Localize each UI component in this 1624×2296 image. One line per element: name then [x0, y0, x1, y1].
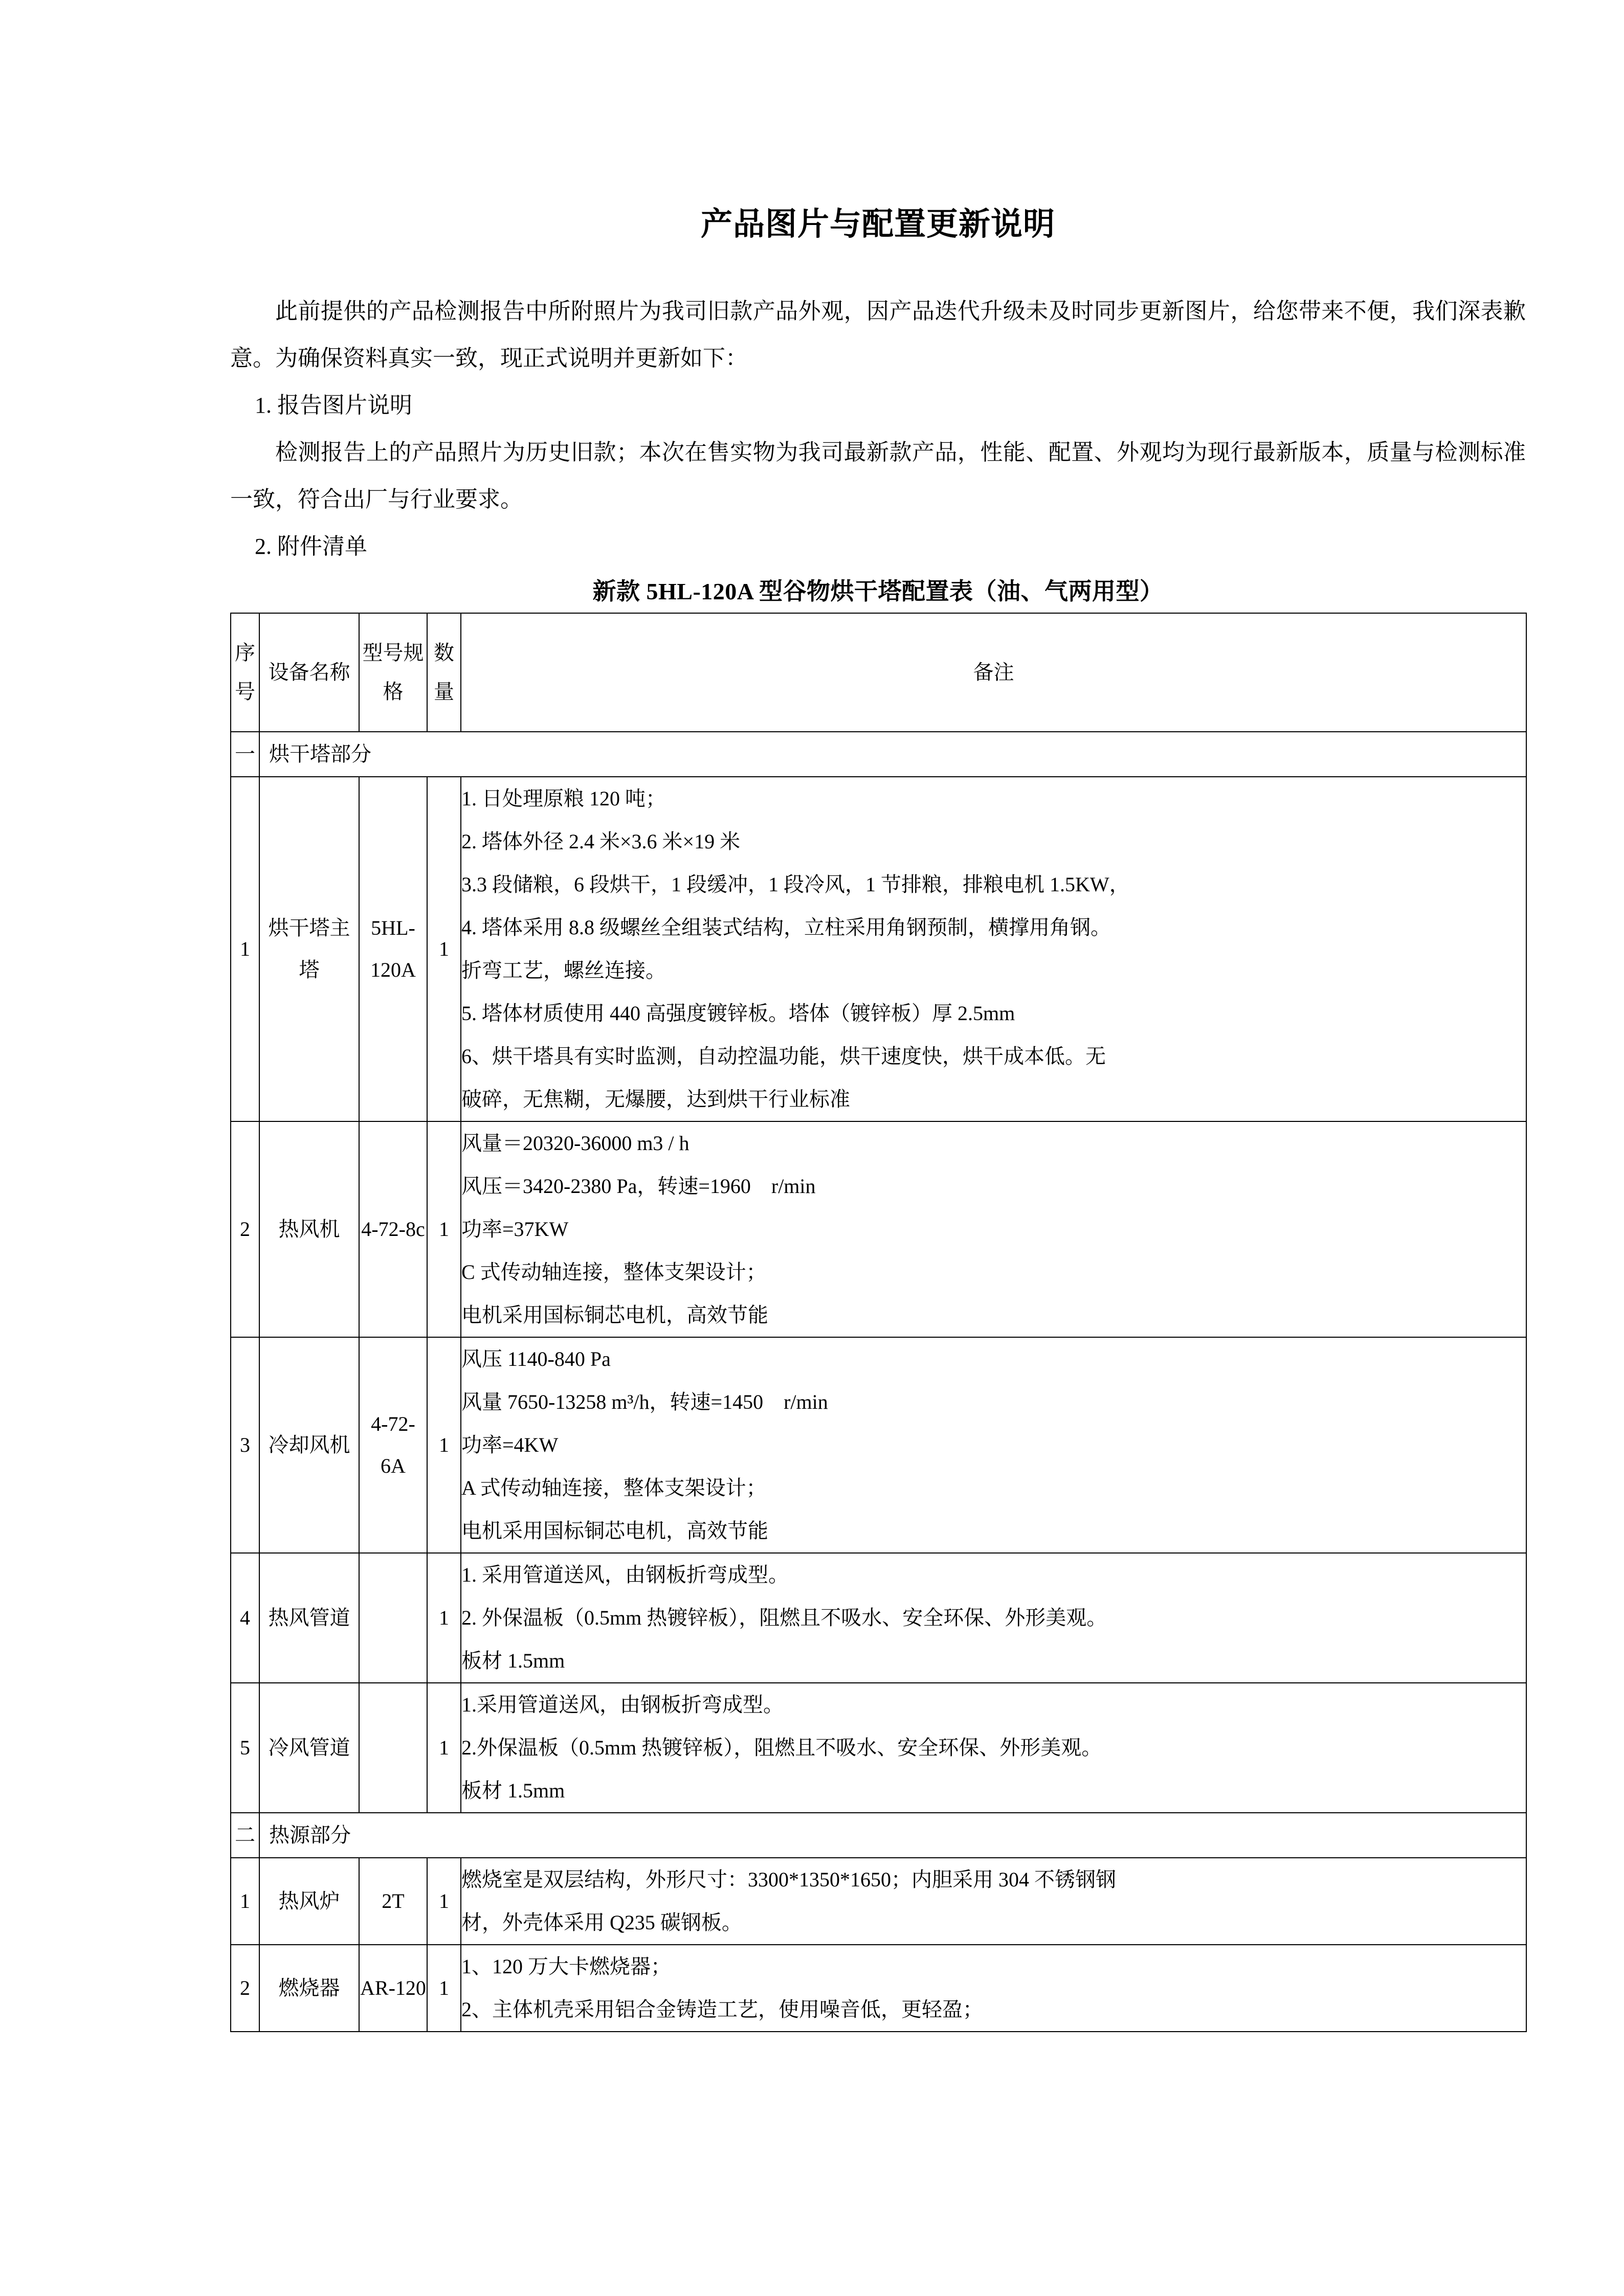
row-model: AR-120 — [359, 1945, 427, 2032]
table-row — [231, 1858, 1526, 1945]
page-title: 产品图片与配置更新说明 — [700, 207, 1055, 242]
note-line: 1. 日处理原粮 120 吨； — [461, 787, 666, 811]
config-table-title: 新款 5HL-120A 型谷物烘干塔配置表（油、气两用型） — [592, 578, 1164, 605]
row-model — [359, 1553, 427, 1683]
header-quantity — [427, 613, 461, 732]
row-model: 4-72-8c — [359, 1121, 427, 1337]
row-model: 4-72-6A — [359, 1337, 427, 1553]
row-quantity: 1 — [427, 1945, 461, 2032]
section-1-body: 检测报告上的产品照片为历史旧款；本次在售实物为我司最新款产品，性能、配置、外观均为现行最新版本，质量与检测标准一致，符合出厂与行业要求。 — [230, 440, 1526, 512]
note-line: 电机采用国标铜芯电机，高效节能 — [461, 1519, 768, 1543]
note-line: C 式传动轴连接，整体支架设计； — [461, 1260, 767, 1284]
note-line: 5. 塔体材质使用 440 高强度镀锌板。塔体（镀锌板）厚 2.5mm — [461, 1002, 1015, 1025]
row-device-name: 热风机 — [259, 1121, 359, 1337]
note-line: 6、烘干塔具有实时监测，自动控温功能，烘干速度快，烘干成本低。无 — [461, 1045, 1106, 1068]
row-seq: 5 — [231, 1683, 259, 1813]
table-row — [231, 1945, 1526, 2032]
row-device-name: 冷却风机 — [259, 1337, 359, 1553]
section-2-label: 二 — [231, 1813, 259, 1858]
note-line: 板材 1.5mm — [461, 1779, 565, 1803]
row-note — [461, 1337, 1526, 1553]
section-row-1 — [231, 732, 1526, 777]
row-seq: 1 — [231, 777, 259, 1121]
row-device-name — [259, 777, 359, 1121]
document-content — [230, 0, 1526, 2032]
row-quantity: 1 — [427, 1121, 461, 1337]
section-1-label: 一 — [231, 732, 259, 777]
row-model: 2T — [359, 1858, 427, 1945]
table-row — [231, 1683, 1526, 1813]
header-seq-line1: 序 — [235, 641, 255, 665]
note-line: 2. 塔体外径 2.4 米×3.6 米×19 米 — [461, 830, 741, 853]
section-2-name: 热源部分 — [259, 1813, 1526, 1858]
note-line: 材，外壳体采用 Q235 碳钢板。 — [461, 1911, 742, 1934]
note-line: 风量 7650-13258 m³/h，转速=1450 r/min — [461, 1390, 828, 1414]
row-note — [461, 1683, 1526, 1813]
row-seq: 4 — [231, 1553, 259, 1683]
note-line: 3.3 段储粮，6 段烘干，1 段缓冲，1 段冷风，1 节排粮，排粮电机 1.5KW， — [461, 873, 1130, 896]
table-row — [231, 1121, 1526, 1337]
row-quantity: 1 — [427, 1683, 461, 1813]
section-2-heading: 2. 附件清单 — [255, 534, 367, 559]
note-line: 功率=37KW — [461, 1218, 569, 1241]
row-seq: 2 — [231, 1121, 259, 1337]
config-table — [230, 613, 1527, 2032]
row-model: 5HL-120A — [359, 777, 427, 1121]
header-model — [359, 613, 427, 732]
row-device-name: 热风管道 — [259, 1553, 359, 1683]
header-seq-line2: 号 — [235, 680, 255, 704]
note-line: 电机采用国标铜芯电机，高效节能 — [461, 1303, 768, 1327]
section-1-heading: 1. 报告图片说明 — [255, 393, 412, 418]
row-note — [461, 1858, 1526, 1945]
row-device-name: 燃烧器 — [259, 1945, 359, 2032]
row-seq: 2 — [231, 1945, 259, 2032]
note-line: 风压 1140-840 Pa — [461, 1347, 611, 1371]
row-note — [461, 1553, 1526, 1683]
row-device-name-line1: 烘干塔主 — [268, 916, 350, 940]
note-line: 功率=4KW — [461, 1433, 559, 1457]
table-row — [231, 1337, 1526, 1553]
header-device-name: 设备名称 — [259, 613, 359, 732]
row-seq: 3 — [231, 1337, 259, 1553]
row-device-name: 热风炉 — [259, 1858, 359, 1945]
row-device-name-line2: 塔 — [299, 958, 320, 982]
note-line: 破碎，无焦糊，无爆腰，达到烘干行业标准 — [461, 1088, 850, 1111]
row-quantity: 1 — [427, 1553, 461, 1683]
row-note — [461, 1121, 1526, 1337]
intro-paragraph: 此前提供的产品检测报告中所附照片为我司旧款产品外观，因产品迭代升级未及时同步更新图片，给您带来不便，我们深表歉意。为确保资料真实一致，现正式说明并更新如下： — [230, 299, 1526, 371]
note-line: 2. 外保温板（0.5mm 热镀锌板），阻燃且不吸水、安全环保、外形美观。 — [461, 1606, 1107, 1630]
note-line: 折弯工艺，螺丝连接。 — [461, 959, 666, 982]
row-note — [461, 1945, 1526, 2032]
note-line: 板材 1.5mm — [461, 1649, 565, 1673]
note-line: A 式传动轴连接，整体支架设计； — [461, 1476, 767, 1500]
section-row-2 — [231, 1813, 1526, 1858]
header-qty-line1: 数 — [434, 641, 454, 665]
header-qty-line2: 量 — [434, 680, 454, 704]
note-line: 1. 采用管道送风，由钢板折弯成型。 — [461, 1563, 789, 1587]
table-header-row — [231, 613, 1526, 732]
note-line: 风量＝20320-36000 m3 / h — [461, 1132, 689, 1155]
note-line: 2、主体机壳采用铝合金铸造工艺，使用噪音低，更轻盈； — [461, 1998, 983, 2021]
row-model — [359, 1683, 427, 1813]
note-line: 1、120 万大卡燃烧器； — [461, 1955, 671, 1978]
header-seq — [231, 613, 259, 732]
note-line: 2.外保温板（0.5mm 热镀锌板），阻燃且不吸水、安全环保、外形美观。 — [461, 1736, 1102, 1760]
note-line: 4. 塔体采用 8.8 级螺丝全组装式结构，立柱采用角钢预制，横撑用角钢。 — [461, 916, 1111, 939]
row-note — [461, 777, 1526, 1121]
note-line: 燃烧室是双层结构，外形尺寸：3300*1350*1650；内胆采用 304 不锈钢钢 — [461, 1868, 1116, 1892]
header-model-line2: 格 — [383, 680, 404, 704]
header-note: 备注 — [461, 613, 1526, 732]
row-quantity: 1 — [427, 1337, 461, 1553]
note-line: 风压＝3420-2380 Pa，转速=1960 r/min — [461, 1175, 816, 1198]
note-line: 1.采用管道送风，由钢板折弯成型。 — [461, 1693, 784, 1717]
header-model-line1: 型号规 — [362, 641, 424, 665]
table-row — [231, 777, 1526, 1121]
table-row — [231, 1553, 1526, 1683]
row-device-name: 冷风管道 — [259, 1683, 359, 1813]
row-quantity: 1 — [427, 1858, 461, 1945]
section-1-name: 烘干塔部分 — [259, 732, 1526, 777]
row-seq: 1 — [231, 1858, 259, 1945]
row-quantity: 1 — [427, 777, 461, 1121]
